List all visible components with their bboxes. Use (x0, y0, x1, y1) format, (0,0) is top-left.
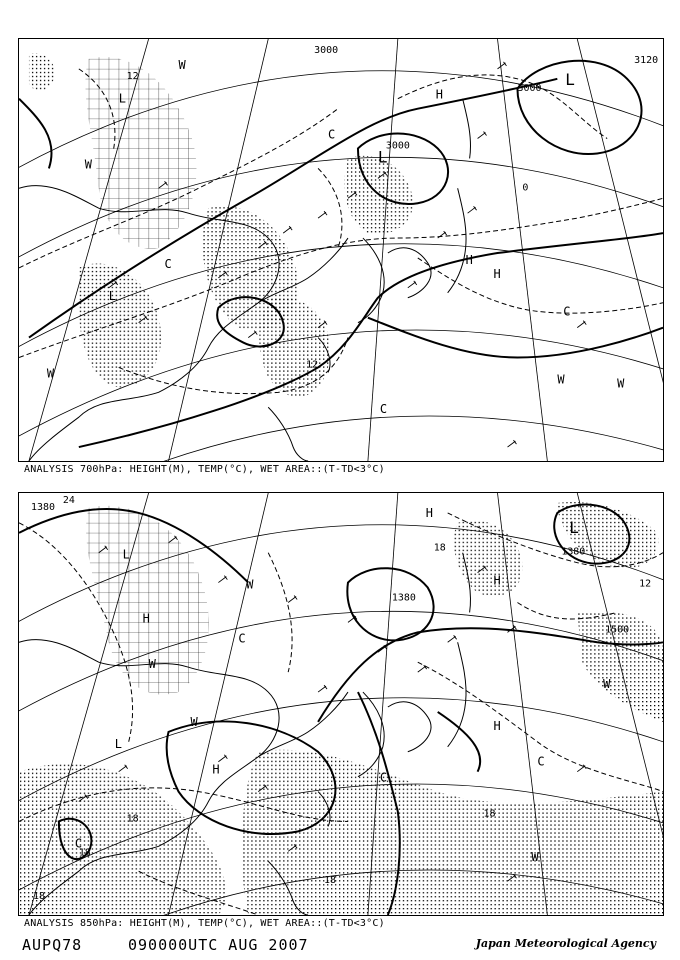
height-label: 3000 (517, 82, 542, 94)
map-700hpa-svg (19, 39, 663, 461)
system-label: W (148, 657, 156, 672)
wet-areas (19, 502, 663, 915)
caption-700hpa: ANALYSIS 700hPa: HEIGHT(M), TEMP(°C), WET AREA::(T-TD<3°C) (24, 464, 385, 475)
temp-label: 12 (306, 359, 319, 371)
system-label: W (557, 372, 565, 387)
temp-label: 12 (639, 578, 652, 590)
system-label: C (238, 631, 246, 646)
system-label: L (118, 91, 126, 106)
temp-label: 24 (62, 494, 75, 506)
system-label: C (328, 127, 336, 142)
system-label: L (122, 547, 130, 562)
system-label: L (114, 736, 122, 751)
height-label: 3000 (385, 140, 410, 152)
height-label: 1380 (561, 546, 586, 558)
height-label: 3000 (314, 44, 339, 56)
system-label: W (617, 376, 625, 391)
system-label: C (537, 754, 545, 769)
system-label: H (435, 87, 443, 102)
agency-credit: Japan Meteorological Agency (475, 937, 656, 950)
system-label: H (493, 573, 501, 588)
system-label: W (531, 850, 539, 865)
height-label: 1380 (391, 592, 416, 604)
system-label: H (212, 762, 220, 777)
system-label: W (603, 677, 611, 692)
system-label: C (379, 770, 388, 785)
system-label: L (377, 147, 388, 167)
system-label: H (465, 252, 473, 267)
system-label: C (164, 256, 172, 271)
height-label: 1500 (605, 624, 630, 636)
system-label: H (142, 611, 150, 626)
system-label: C (379, 402, 388, 417)
system-label: H (425, 505, 433, 520)
system-label: L (108, 288, 116, 303)
temp-label: 18 (483, 808, 496, 820)
temp-label: 18 (324, 875, 337, 887)
system-label: W (178, 57, 186, 72)
temp-label: 0 (522, 182, 529, 194)
map-850hpa-svg (19, 493, 663, 915)
temp-label: 18 (32, 891, 45, 903)
temp-label: 18 (78, 847, 91, 859)
system-label: L (565, 69, 575, 89)
temp-label: 18 (126, 813, 139, 825)
temp-label: 18 (433, 542, 446, 554)
height-label: 1380 (30, 501, 55, 513)
temp-label: 12 (126, 70, 139, 82)
system-label: H (493, 266, 501, 281)
chart-footer (22, 934, 662, 954)
valid-time: 090000UTC AUG 2007 (128, 936, 309, 954)
analysis-map-850hpa (18, 492, 664, 916)
chart-code: AUPQ78 (22, 936, 83, 954)
analysis-map-700hpa (18, 38, 664, 462)
height-label: 3120 (634, 54, 659, 66)
system-label: W (46, 366, 55, 381)
system-label: H (493, 718, 501, 733)
system-label: C (74, 836, 83, 851)
system-label: W (190, 714, 198, 729)
wet-areas (29, 53, 413, 397)
system-label: C (563, 304, 571, 319)
system-label: W (84, 157, 92, 172)
system-label: L (569, 517, 579, 537)
caption-850hpa: ANALYSIS 850hPa: HEIGHT(M), TEMP(°C), WET AREA::(T-TD<3°C) (24, 918, 385, 929)
system-label: W (246, 577, 254, 592)
